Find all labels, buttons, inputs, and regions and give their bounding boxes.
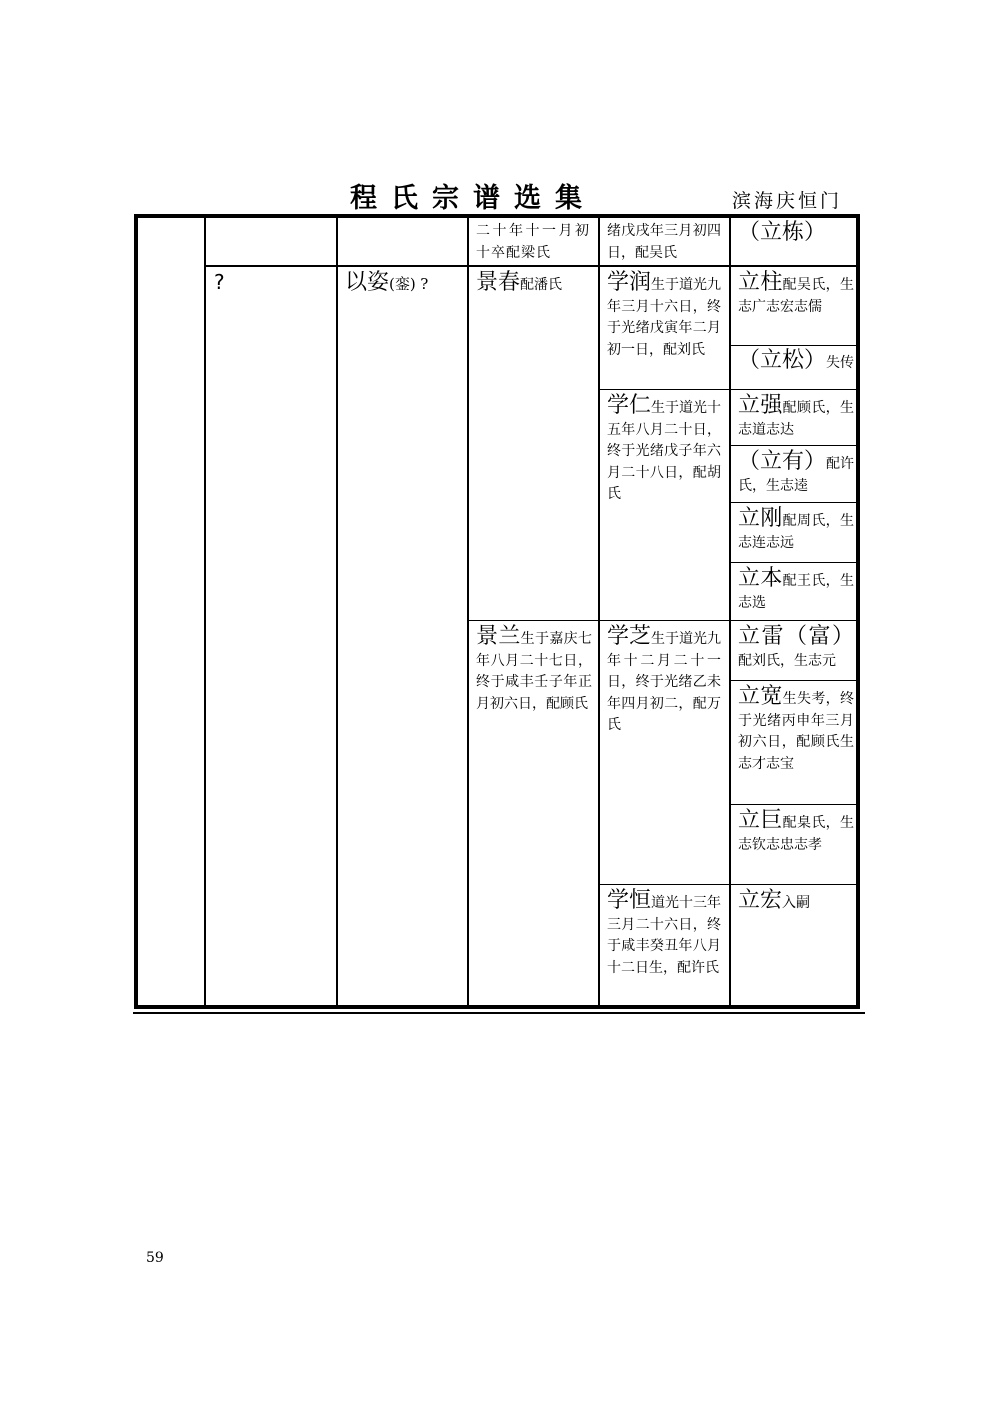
person-name: 立雷（富）: [738, 624, 854, 649]
column-rule: [204, 216, 206, 1009]
person-name: 学芝: [607, 624, 652, 649]
column-rule: [336, 216, 338, 1009]
cell-xueren: 学仁生于道光十五年八月二十日，终于光绪戊子年六月二十八日，配胡氏: [607, 393, 722, 502]
column-rule: [729, 216, 731, 1009]
unknown-mark: ?: [214, 270, 225, 294]
page-title: 程氏宗谱选集: [350, 183, 596, 214]
person-name: 景春: [476, 270, 521, 295]
row-rule: [730, 445, 858, 446]
unknown-mark: ?: [420, 275, 429, 293]
row-rule: [599, 884, 858, 885]
cell-xuerun: 学润生于道光九年三月十六日，终于光绪戊寅年二月初一日，配刘氏: [607, 270, 722, 358]
person-name: 学仁: [607, 393, 652, 418]
table-bottom-rule: [133, 1012, 865, 1014]
row-rule: [205, 265, 858, 267]
row-rule: [730, 345, 858, 346]
row-rule: [730, 562, 858, 563]
cell-liben: 立本配王氏，生志选: [738, 566, 854, 611]
person-name: （立栋）: [738, 220, 827, 245]
person-name: 学润: [607, 270, 652, 295]
cell-xueheng: 学恒道光十三年三月二十六日，终于咸丰癸丑年八月十二日生，配许氏: [607, 888, 722, 976]
cell-ligang: 立刚配周氏，生志连志远: [738, 506, 854, 551]
cell-top-col5: [738, 222, 854, 247]
row-rule: [730, 804, 858, 805]
person-name: 立强: [738, 393, 783, 418]
cell-lilei: 立雷（富）配刘氏，生志元: [738, 624, 854, 669]
cell-jingchun: 景春配潘氏: [476, 270, 563, 295]
cell-xuezhi: 学芝生于道光九年十二月二十一日，终于光绪乙未年四月初二，配万氏: [607, 624, 722, 733]
cell-likuan: 立宽生失考，终于光绪丙申年三月初六日，配顾氏生志才志宝: [738, 684, 854, 772]
person-name: 立刚: [738, 506, 783, 531]
cell-yizi: [345, 272, 463, 297]
person-name: 立巨: [738, 808, 783, 833]
name-note: (銮): [389, 275, 416, 293]
cell-top-col4: 绪戊戌年三月初四日，配吴氏: [607, 223, 721, 261]
person-name: 立本: [738, 566, 783, 591]
row-rule: [599, 389, 858, 390]
cell-liqiang: 立强配顾氏，生志道志达: [738, 393, 854, 438]
cell-liju: 立巨配臬氏，生志钦志忠志孝: [738, 808, 854, 853]
column-rule: [467, 216, 469, 1009]
cell-liyou: （立有）配许氏，生志逵: [738, 449, 855, 494]
person-name: 立宏: [738, 888, 783, 913]
cell-jinglan: 景兰生于嘉庆七年八月二十七日，终于咸丰壬子年正月初六日，配顾氏: [476, 624, 592, 712]
person-name: 以姿: [345, 270, 390, 295]
cell-lizhu: 立柱配吴氏，生志广志宏志儒: [738, 270, 854, 315]
page-subtitle: 滨海庆恒门: [732, 190, 843, 212]
cell-lihong: 立宏入嗣: [738, 888, 811, 913]
page-number: 59: [146, 1250, 164, 1266]
row-rule: [730, 502, 858, 503]
row-rule: [730, 680, 858, 681]
person-name: 立柱: [738, 270, 783, 295]
column-rule: [598, 216, 600, 1009]
person-name: 景兰: [476, 624, 521, 649]
person-name: （立有）: [738, 449, 827, 474]
cell-lisong: （立松）失传: [738, 348, 855, 373]
row-rule: [468, 620, 858, 621]
person-name: 学恒: [607, 888, 652, 913]
person-name: 立宽: [738, 684, 783, 709]
person-name: （立松）: [738, 348, 827, 373]
cell-top-col3: 二十年十一月初十卒配梁氏: [476, 223, 590, 261]
